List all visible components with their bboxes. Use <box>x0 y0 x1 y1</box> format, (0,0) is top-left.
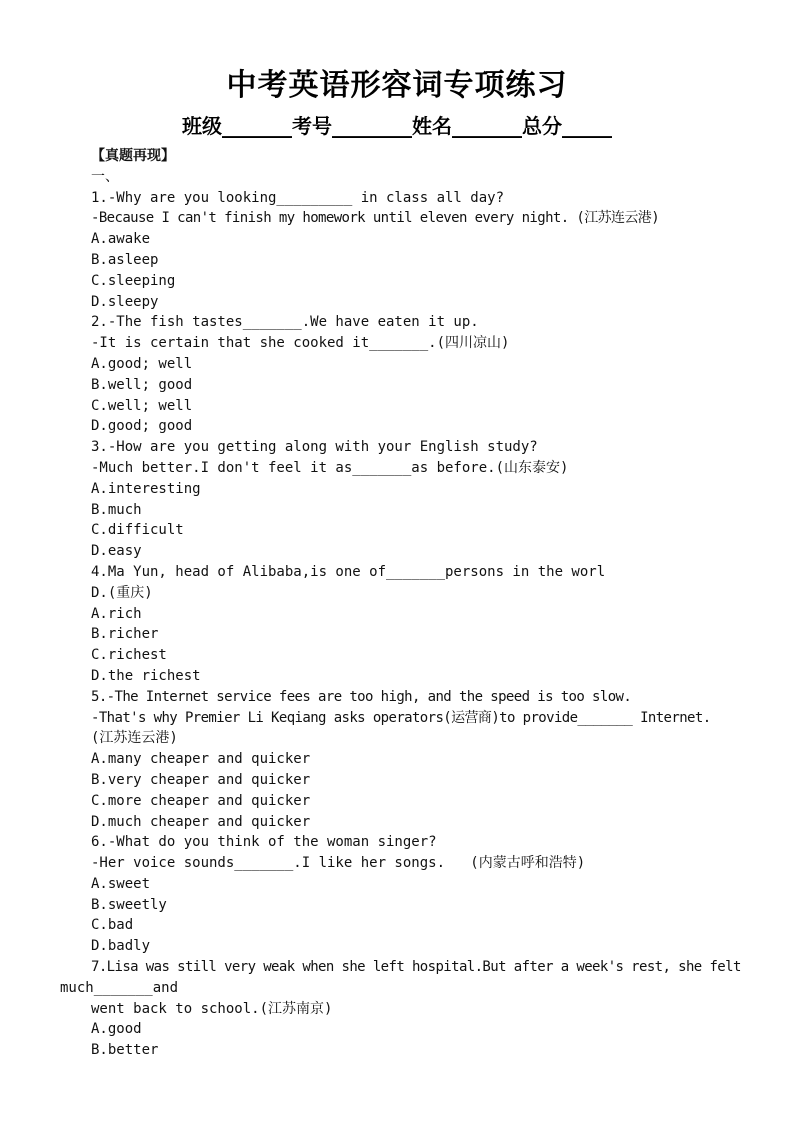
question-5 <box>60 687 750 833</box>
part-marker: 一、 <box>91 168 119 185</box>
answer-option: C.richest <box>91 647 167 664</box>
answer-option: B.very cheaper and quicker <box>91 771 311 788</box>
answer-option: D.easy <box>91 543 142 560</box>
answer-option: A.good <box>91 1021 142 1038</box>
answer-option: C.well; well <box>91 397 193 414</box>
answer-option: A.many cheaper and quicker <box>91 751 311 768</box>
question-stem: -Much better.I don't feel it as_______as before.(山东泰安) <box>91 459 569 476</box>
answer-option: D.badly <box>91 938 151 955</box>
question-stem: -Because I can't finish my homework until eleven every night. (江苏连云港) <box>91 210 660 227</box>
question-stem: 7.Lisa was still very weak when she left hospital.But after a week's rest, she felt <box>91 959 741 976</box>
answer-option: B.sweetly <box>91 896 167 913</box>
answer-option: D.the richest <box>91 667 201 684</box>
question-stem: -It is certain that she cooked it_______.(四川凉山) <box>91 335 510 352</box>
answer-option: A.rich <box>91 605 142 622</box>
answer-option: B.much <box>91 501 142 518</box>
question-stem: 5.-The Internet service fees are too high, and the speed is too slow. <box>91 688 632 705</box>
answer-option: B.well; good <box>91 376 193 393</box>
answer-option: A.awake <box>91 231 151 248</box>
answer-option: D.much cheaper and quicker <box>91 813 311 830</box>
page-title: 中考英语形容词专项练习 <box>226 68 568 103</box>
question-4 <box>60 562 750 687</box>
section-heading: 【真题再现】 <box>91 148 175 164</box>
question-stem: 4.Ma Yun, head of Alibaba,is one of_______persons in the worl <box>91 563 606 580</box>
worksheet-content <box>60 146 750 1061</box>
question-stem: -Her voice sounds_______.I like her songs. (内蒙古呼和浩特) <box>91 855 586 872</box>
question-3 <box>60 437 750 562</box>
answer-option: C.sleeping <box>91 272 176 289</box>
question-stem: -That's why Premier Li Keqiang asks operators(运营商)to provide_______ Internet. <box>91 709 711 726</box>
student-info-line: 班级_______考号________姓名_______总分_____ <box>182 114 612 138</box>
answer-option: C.difficult <box>91 522 184 539</box>
question-stem: 6.-What do you think of the woman singer? <box>91 834 437 851</box>
question-stem: went back to school.(江苏南京) <box>91 1000 333 1017</box>
answer-option: D.sleepy <box>91 293 159 310</box>
question-6 <box>60 832 750 957</box>
question-stem: 2.-The fish tastes_______.We have eaten it up. <box>91 314 479 331</box>
question-stem: D.(重庆) <box>91 584 153 601</box>
question-2 <box>60 312 750 437</box>
answer-option: C.bad <box>91 917 134 934</box>
answer-option: C.more cheaper and quicker <box>91 792 311 809</box>
answer-option: D.good; good <box>91 418 193 435</box>
answer-option: A.good; well <box>91 355 193 372</box>
answer-option: A.sweet <box>91 875 151 892</box>
question-stem: 1.-Why are you looking_________ in class all day? <box>91 189 505 206</box>
question-stem: much_______and <box>60 979 179 996</box>
question-stem: (江苏连云港) <box>91 730 178 747</box>
question-1 <box>60 188 750 313</box>
question-7 <box>60 957 750 1061</box>
answer-option: B.asleep <box>91 251 159 268</box>
answer-option: A.interesting <box>91 480 201 497</box>
answer-option: B.better <box>91 1042 159 1059</box>
question-stem: 3.-How are you getting along with your English study? <box>91 439 538 456</box>
answer-option: B.richer <box>91 626 159 643</box>
